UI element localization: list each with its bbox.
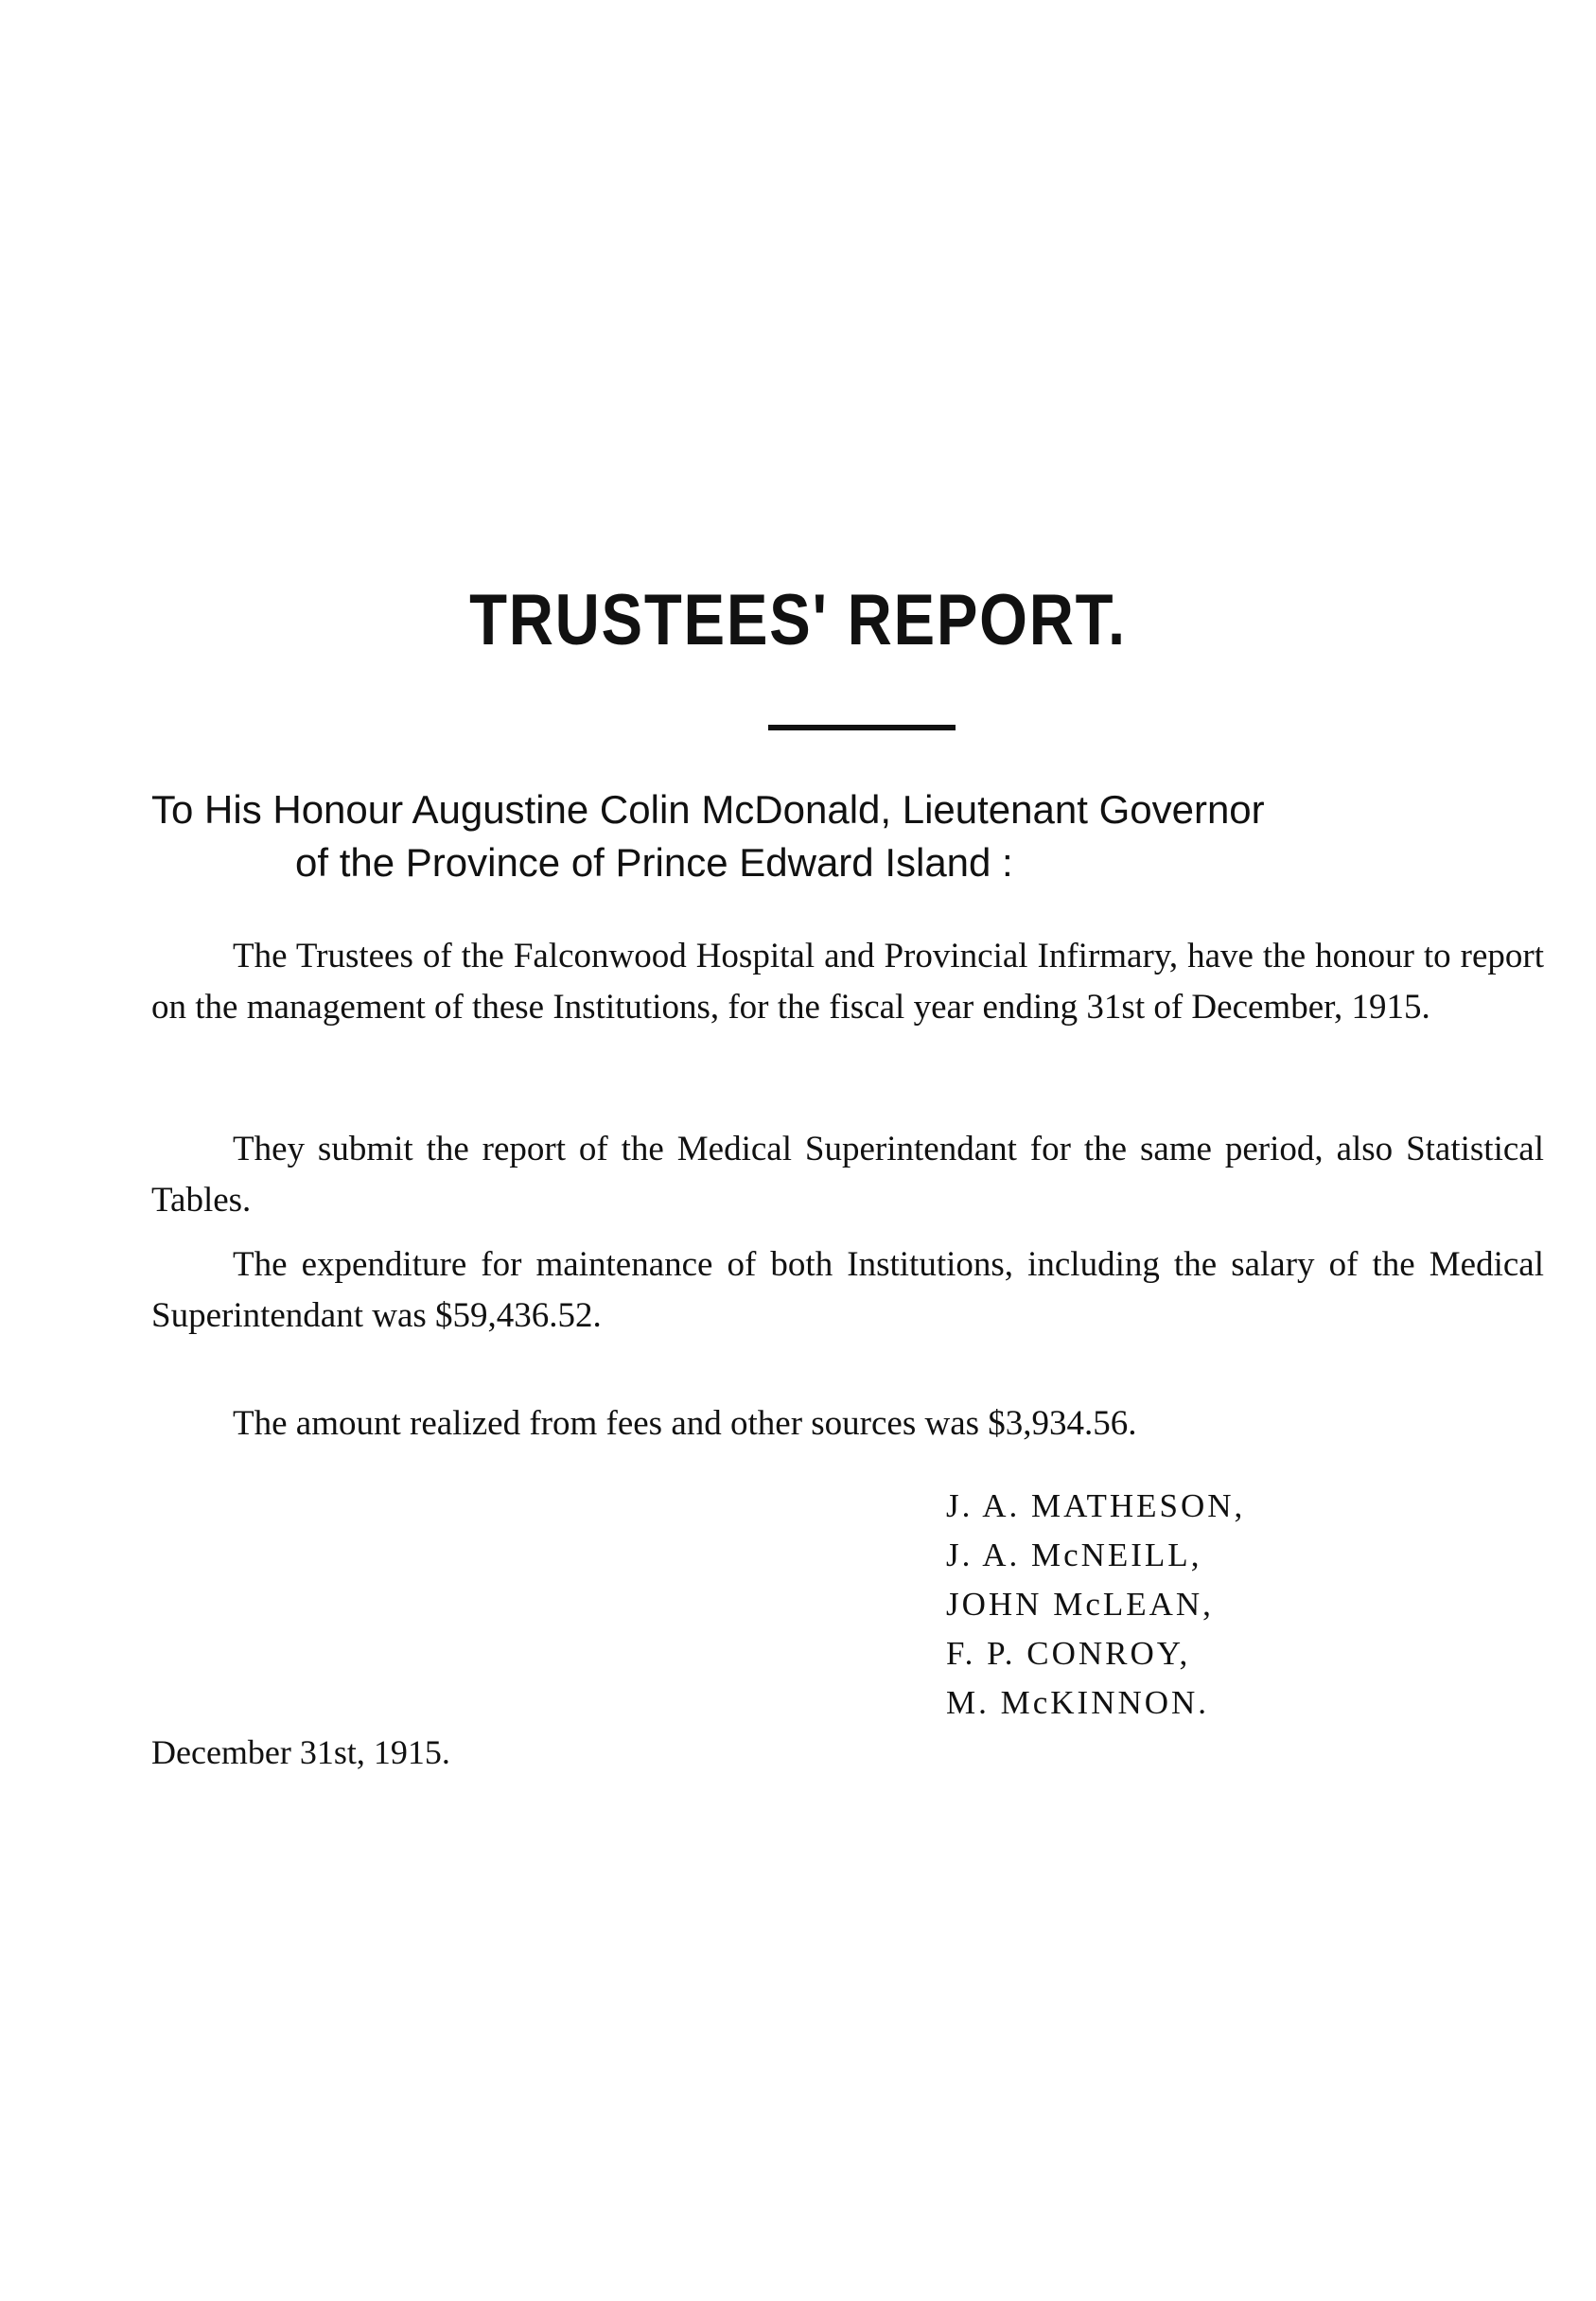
paragraph-text: They submit the report of the Medical Superintendant for the same period, also Statistical Tables. xyxy=(151,1130,1544,1220)
address-salutation xyxy=(151,783,1589,889)
address-line-2: of the Province of Prince Edward Island : xyxy=(295,840,1013,885)
signatory-name: JOHN McLEAN, xyxy=(946,1586,1214,1623)
signatory-list xyxy=(946,1482,1245,1728)
report-paragraph-1 xyxy=(151,931,1544,1033)
signatory-name: J. A. MATHESON, xyxy=(946,1487,1246,1524)
report-date: December 31st, 1915. xyxy=(151,1733,450,1771)
title-underline xyxy=(768,725,956,730)
paragraph-indent xyxy=(151,1130,233,1168)
address-line-1: To His Honour Augustine Colin McDonald, Lieutenant Governor xyxy=(151,787,1265,832)
paragraph-indent xyxy=(151,1245,233,1284)
paragraph-text: The Trustees of the Falconwood Hospital and Provincial Infirmary, have the honour to report on the management of these Institutions, for the fiscal year ending 31st of December, 1915. xyxy=(151,937,1544,1027)
signatory-name: M. McKINNON. xyxy=(946,1684,1210,1721)
report-paragraph-4: The amount realized from fees and other sources was $3,934.56. xyxy=(233,1404,1137,1443)
report-paragraph-3 xyxy=(151,1239,1544,1342)
paragraph-indent xyxy=(151,937,233,975)
paragraph-text: The expenditure for maintenance of both Institutions, including the salary of the Medical Superintendant was $59,436.52. xyxy=(151,1245,1544,1335)
page-title: TRUSTEES' REPORT. xyxy=(469,580,1127,660)
report-paragraph-2 xyxy=(151,1124,1544,1226)
signatory-name: J. A. McNEILL, xyxy=(946,1537,1202,1573)
signatory-name: F. P. CONROY, xyxy=(946,1635,1191,1672)
